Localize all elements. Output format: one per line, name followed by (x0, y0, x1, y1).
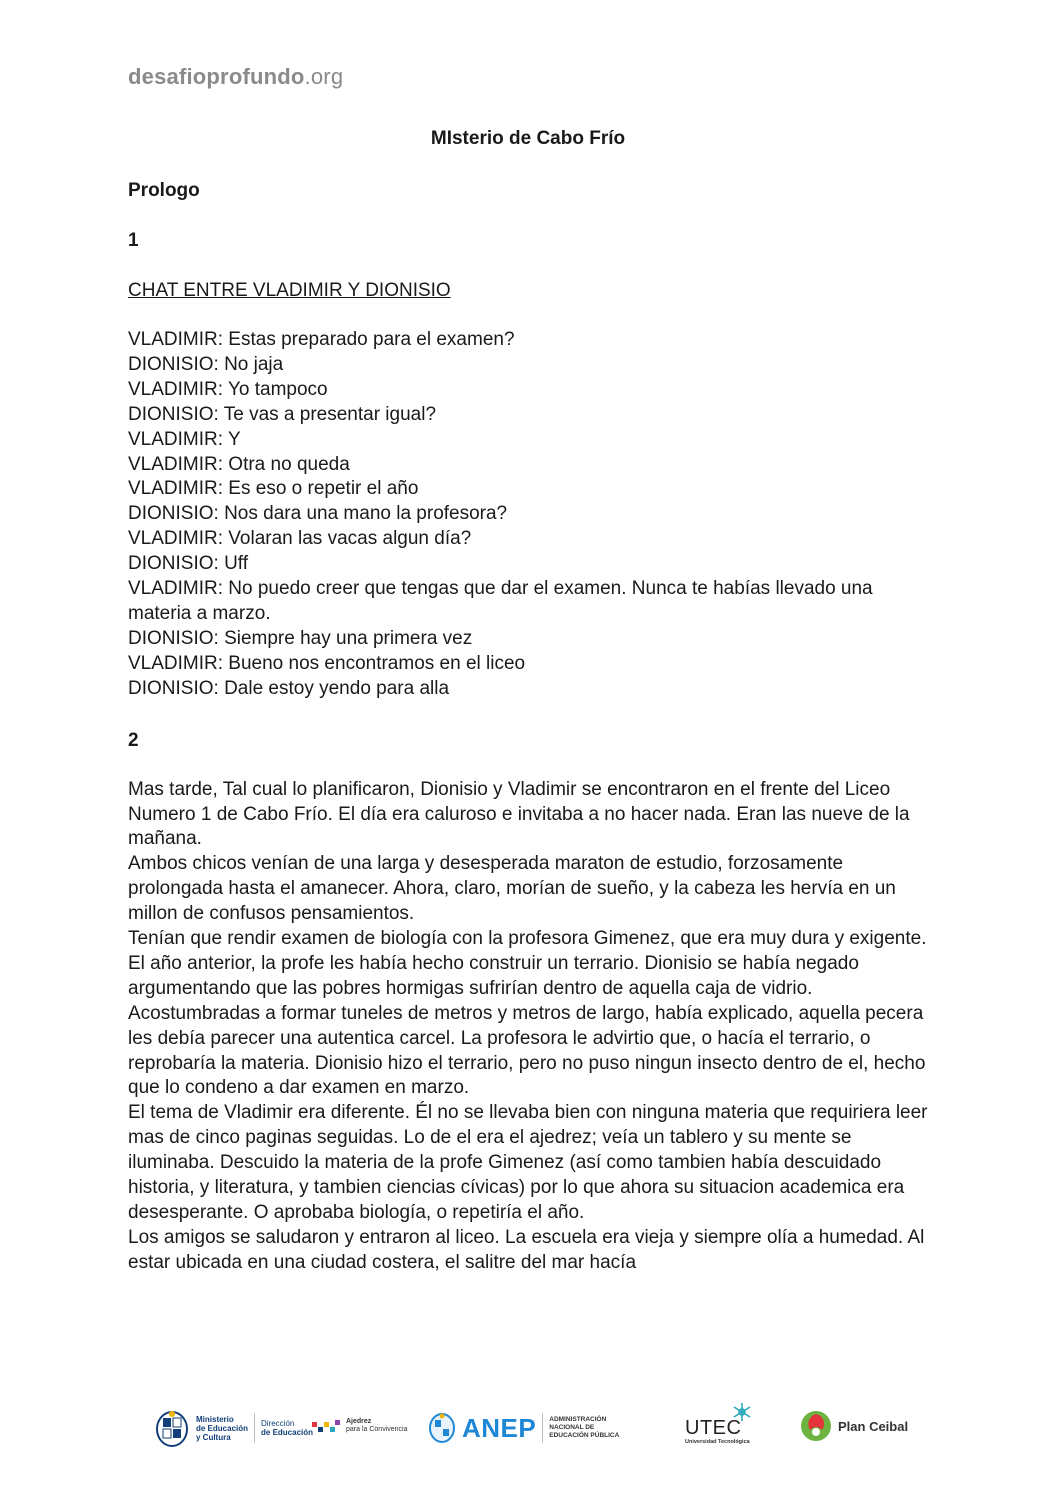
chat-line: DIONISIO: Dale estoy yendo para alla (128, 677, 450, 699)
utec-logo (685, 1402, 753, 1446)
uruguay-shield-icon (154, 1408, 190, 1448)
site-header (128, 64, 343, 90)
chat-line: VLADIMIR: No puedo creer que tengas que dar el examen. Nunca te habías llevado una materia a marzo. (128, 578, 873, 624)
mec-line: Ministerio (196, 1414, 234, 1424)
chat-line: VLADIMIR: Y (128, 428, 241, 450)
ajedrez-line: para la Convivencia (346, 1426, 408, 1433)
direccion-line: de Educación (261, 1428, 314, 1437)
chat-line: DIONISIO: Te vas a presentar igual? (128, 403, 437, 425)
chat-line: DIONISIO: No jaja (128, 353, 284, 375)
paragraph: Tenían que rendir examen de biología con la profesora Gimenez, que era muy dura y exigente. (128, 928, 927, 950)
mec-logo (154, 1408, 313, 1448)
anep-shield-icon (428, 1412, 456, 1444)
ajedrez-line: Ajedrez (346, 1418, 372, 1425)
anep-line: ADMINISTRACIÓN (549, 1416, 607, 1423)
logo-divider (542, 1413, 543, 1443)
ajedrez-logo (312, 1418, 407, 1434)
paragraph: El año anterior, la profe les había hecho construir un terrario. Dionisio se había negado argumentando que las pobres hormigas sufrirían dentro de aquella caja de vidrio. Acostumbradas a formar tuneles de metros y metros de largo, había explicado, aquella pecera les debía parecer una autentica carcel. La profesora le advirtio que, o hacía el terrario, o reprobaría la materia. Dionisio hizo el terrario, pero no puso ningun insecto dentro de el, hecho que lo condeno a dar examen en marzo. (128, 952, 926, 1099)
paragraph: Los amigos se saludaron y entraron al liceo. La escuela era vieja y siempre olía a humedad. Al estar ubicada en una ciudad costera, el salitre del mar hacía (128, 1226, 925, 1273)
anep-line: NACIONAL DE (549, 1424, 595, 1431)
site-tld: .org (304, 64, 344, 89)
plan-ceibal-logo (800, 1410, 908, 1442)
chat-line: DIONISIO: Uff (128, 553, 249, 575)
logo-divider (254, 1413, 255, 1443)
mec-line: y Cultura (196, 1432, 231, 1442)
prologue-heading: Prologo (128, 180, 200, 201)
paragraph: Mas tarde, Tal cual lo planificaron, Dionisio y Vladimir se encontraron en el frente del Liceo Numero 1 de Cabo Frío. El día era caluroso e invitaba a no hacer nada. Eran las nueve de la mañana. (128, 778, 910, 850)
utec-subtitle: Universidad Tecnológica (685, 1439, 750, 1445)
paragraph: El tema de Vladimir era diferente. Él no se llevaba bien con ninguna materia que requiriera leer mas de cinco paginas seguidas. Lo de el era el ajedrez; veía un tablero y su mente se iluminaba. Descuido la materia de la profe Gimenez (así como tambien había descuidado historia, y literatura, y tambien ciencias cívicas) por lo que ahora su situacion academica era desesperante. O aprobaba biología, o repetiría el año. (128, 1102, 928, 1223)
anep-line: EDUCACIÓN PÚBLICA (549, 1432, 620, 1439)
chat-line: DIONISIO: Nos dara una mano la profesora? (128, 503, 508, 525)
section-number-1: 1 (128, 230, 139, 251)
chat-line: DIONISIO: Siempre hay una primera vez (128, 627, 473, 649)
chat-heading: CHAT ENTRE VLADIMIR Y DIONISIO (128, 280, 451, 301)
ceibal-name: Plan Ceibal (838, 1418, 909, 1434)
chat-line: VLADIMIR: Yo tampoco (128, 378, 328, 400)
mec-line: de Educación (196, 1423, 249, 1433)
section-number-2: 2 (128, 729, 139, 751)
paragraph: Ambos chicos venían de una larga y desesperada maraton de estudio, forzosamente prolongada hasta el amanecer. Ahora, claro, morían de sueño, y la cabeza les hervía en un millon de confusos pensamientos. (128, 853, 896, 925)
anep-logo (428, 1412, 619, 1444)
story-text (128, 778, 928, 1276)
site-brand: desafioprofundo (128, 64, 305, 89)
chat-line: VLADIMIR: Estas preparado para el examen? (128, 329, 515, 350)
document-body (128, 126, 928, 1276)
chat-line: VLADIMIR: Es eso o repetir el año (128, 478, 419, 500)
document-title: MIsterio de Cabo Frío (430, 128, 626, 149)
chat-transcript (128, 328, 928, 702)
ceibal-flower-icon (800, 1410, 832, 1442)
direccion-line: Dirección (261, 1419, 295, 1428)
chess-squares-icon (312, 1418, 340, 1434)
footer-logos (150, 1400, 920, 1460)
chat-line: VLADIMIR: Otra no queda (128, 453, 350, 475)
chat-line: VLADIMIR: Bueno nos encontramos en el liceo (128, 652, 526, 674)
anep-name: ANEP (462, 1413, 537, 1443)
utec-name: UTEC (685, 1417, 742, 1439)
chat-line: VLADIMIR: Volaran las vacas algun día? (128, 528, 472, 550)
